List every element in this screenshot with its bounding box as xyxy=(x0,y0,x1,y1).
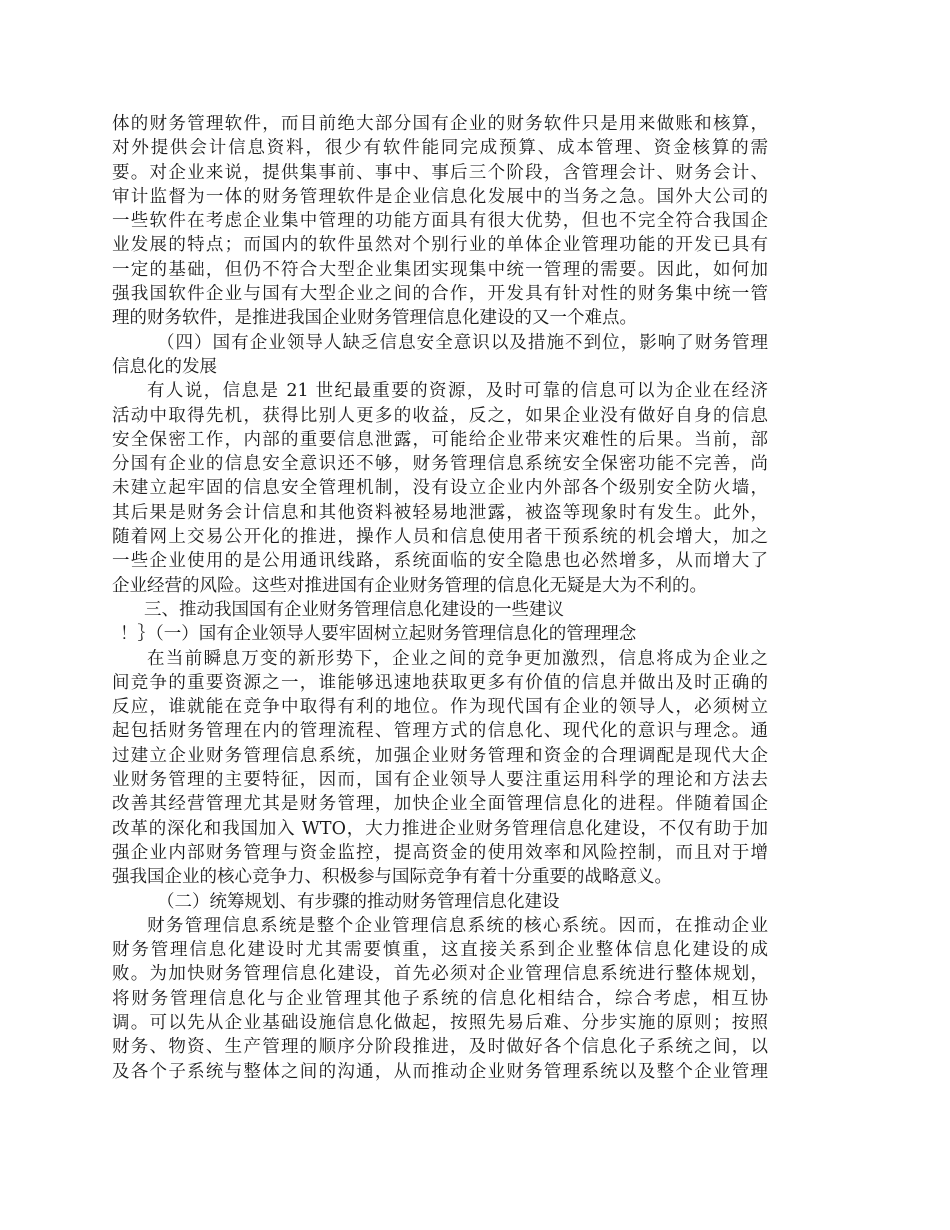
text-line: 一些软件在考虑企业集中管理的功能方面具有很大优势，但也不完全符合我国企 xyxy=(112,211,768,232)
text-line: 业发展的特点；而国内的软件虽然对个别行业的单体企业管理功能的开发已具有 xyxy=(112,235,768,256)
text-line: 要。对企业来说，提供集事前、事中、事后三个阶段，含管理会计、财务会计、 xyxy=(112,162,768,183)
text-line: 将财务管理信息化与企业管理其他子系统的信息化相结合，综合考虑，相互协 xyxy=(112,988,768,1009)
text-line: 一些企业使用的是公用通讯线路，系统面临的安全隐患也必然增多，从而增大了 xyxy=(112,551,768,572)
text-line: 企业经营的风险。这些对推进国有企业财务管理的信息化无疑是大为不利的。 xyxy=(112,575,707,596)
section-heading: （二）统筹规划、有步骤的推动财务管理信息化建设 xyxy=(157,891,560,912)
text-line: 活动中取得先机，获得比别人更多的收益，反之，如果企业没有做好自身的信息 xyxy=(112,405,768,426)
text-line: 间竞争的重要资源之一，谁能够迅速地获取更多有价值的信息并做出及时正确的 xyxy=(112,672,768,693)
text-line: 对外提供会计信息资料，很少有软件能同完成预算、成本管理、资金核算的需 xyxy=(112,138,768,159)
section-heading: （四）国有企业领导人缺乏信息安全意识以及措施不到位，影响了财务管理 xyxy=(157,332,768,353)
text-line: 未建立起牢固的信息安全管理机制，没有设立企业内外部各个级别安全防火墙， xyxy=(112,478,768,499)
text-line: 体的财务管理软件，而目前绝大部分国有企业的财务软件只是用来做账和核算， xyxy=(112,114,768,134)
text-line: 改善其经营管理尤其是财务管理，加快企业全面管理信息化的进程。伴随着国企 xyxy=(112,794,768,815)
text-line: 有人说，信息是 21 世纪最重要的资源，及时可靠的信息可以为企业在经济 xyxy=(147,381,768,402)
document-page xyxy=(112,112,768,1084)
text-line: 业财务管理的主要特征，因而，国有企业领导人要注重运用科学的理论和方法去 xyxy=(112,770,768,791)
text-line: 反应，谁就能在竞争中取得有利的地位。作为现代国有企业的领导人，必须树立 xyxy=(112,697,768,718)
text-line: 调。可以先从企业基础设施信息化做起，按照先易后难、分步实施的原则；按照 xyxy=(112,1012,768,1033)
text-line: 财务管理信息化建设时尤其需要慎重，这直接关系到企业整体信息化建设的成 xyxy=(112,940,768,961)
text-line: 一定的基础，但仍不符合大型企业集团实现集中统一管理的需要。因此，如何加 xyxy=(112,259,768,280)
text-line: 及各个子系统与整体之间的沟通，从而推动企业财务管理系统以及整个企业管理 xyxy=(112,1061,768,1082)
text-line: 败。为加快财务管理信息化建设，首先必须对企业管理信息系统进行整体规划， xyxy=(112,964,768,985)
text-line: 强我国软件企业与国有大型企业之间的合作，开发具有针对性的财务集中统一管 xyxy=(112,284,768,305)
text-line: 财务管理信息系统是整个企业管理信息系统的核心系统。因而，在推动企业 xyxy=(147,915,768,936)
text-line: 分国有企业的信息安全意识还不够，财务管理信息系统安全保密功能不完善，尚 xyxy=(112,454,768,475)
text-line: 财务、物资、生产管理的顺序分阶段推进，及时做好各个信息化子系统之间，以 xyxy=(112,1037,768,1058)
text-line: 过建立企业财务管理信息系统，加强企业财务管理和资金的合理调配是现代大企 xyxy=(112,745,768,766)
text-line: 起包括财务管理在内的管理流程、管理方式的信息化、现代化的意识与理念。通 xyxy=(112,721,768,742)
text-line: 审计监督为一体的财务管理软件是企业信息化发展中的当务之急。国外大公司的 xyxy=(112,186,768,207)
text-line: 强我国企业的核心竞争力、积极参与国际竞争有着十分重要的战略意义。 xyxy=(112,867,672,888)
section-heading-cont: 信息化的发展 xyxy=(112,356,217,377)
text-line: 理的财务软件，是推进我国企业财务管理信息化建设的又一个难点。 xyxy=(112,308,637,329)
text-line: 在当前瞬息万变的新形势下，企业之间的竞争更加激烈，信息将成为企业之 xyxy=(147,648,768,669)
text-line: 改革的深化和我国加入 WTO，大力推进企业财务管理信息化建设，不仅有助于加 xyxy=(112,818,768,839)
text-line: 其后果是财务会计信息和其他资料被轻易地泄露，被盗等现象时有发生。此外， xyxy=(112,502,768,523)
section-heading: 三、推动我国国有企业财务管理信息化建设的一些建议 xyxy=(144,599,564,620)
text-line: 安全保密工作，内部的重要信息泄露，可能给企业带来灾难性的后果。当前，部 xyxy=(112,429,768,450)
text-line: 随着网上交易公开化的推进，操作人员和信息使用者干预系统的机会增大，加之 xyxy=(112,527,768,548)
text-line: 强企业内部财务管理与资金监控，提高资金的使用效率和风险控制，而且对于增 xyxy=(112,842,768,863)
section-heading: ！｝（一）国有企业领导人要牢固树立起财务管理信息化的管理理念 xyxy=(120,624,637,645)
